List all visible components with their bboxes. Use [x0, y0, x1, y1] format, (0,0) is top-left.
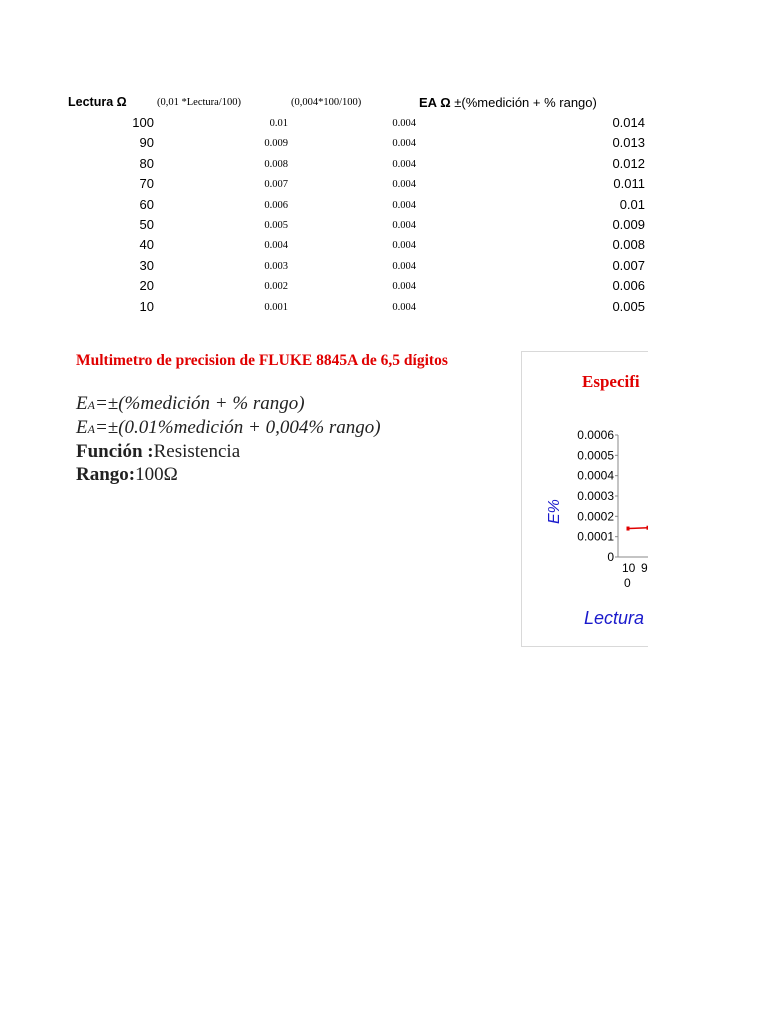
header-ea — [419, 95, 597, 110]
cell-ea: 0.008 — [612, 237, 645, 253]
cell-ea: 0.01 — [619, 196, 645, 212]
header-ea-bold: EA Ω — [419, 95, 451, 110]
formula-specific-rest: =±(0.01%medición + 0,004% rango) — [94, 417, 381, 438]
funcion-value: Resistencia — [153, 441, 241, 462]
chart-svg — [522, 352, 648, 646]
series-point — [627, 527, 630, 531]
funcion-row — [76, 441, 240, 463]
formula-specific — [76, 417, 381, 439]
cell-col-a: 0.008 — [264, 158, 288, 170]
header-ea-rest: ±(%medición + % rango) — [450, 95, 597, 110]
formula-specific-sub: A — [87, 422, 95, 436]
y-axis-ticks — [577, 428, 618, 564]
formula-general-rest: =±(%medición + % rango) — [94, 393, 305, 414]
cell-lectura: 90 — [139, 135, 154, 151]
header-col-a: (0,01 *Lectura/100) — [157, 97, 241, 108]
y-tick-label: 0.0002 — [577, 509, 614, 524]
cell-ea: 0.005 — [612, 298, 645, 314]
rango-row — [76, 464, 178, 486]
cell-lectura: 30 — [139, 257, 154, 273]
cell-col-b: 0.004 — [392, 260, 416, 272]
cell-col-a: 0.001 — [264, 301, 288, 313]
cell-col-a: 0.006 — [264, 199, 288, 211]
series-point — [647, 526, 649, 530]
cell-ea: 0.013 — [612, 135, 645, 151]
cell-ea: 0.009 — [612, 217, 645, 232]
cell-ea: 0.012 — [612, 155, 645, 171]
cell-col-b: 0.004 — [392, 240, 416, 252]
cell-ea: 0.006 — [612, 278, 645, 294]
instrument-title: Multimetro de precision de FLUKE 8845A de 6,5 dígitos — [76, 352, 448, 369]
y-tick-label: 0.0005 — [577, 448, 614, 463]
cell-lectura: 10 — [139, 298, 154, 314]
cell-lectura: 70 — [139, 176, 154, 192]
cell-col-b: 0.004 — [392, 220, 416, 231]
cell-col-a: 0.007 — [264, 179, 288, 191]
y-tick-label: 0.0006 — [577, 428, 614, 442]
chart-ylabel: E% — [546, 499, 563, 524]
cell-col-b: 0.004 — [392, 179, 416, 191]
cell-col-b: 0.004 — [392, 158, 416, 170]
cell-lectura: 60 — [139, 196, 154, 212]
y-tick-label: 0.0003 — [577, 489, 614, 503]
cell-col-a: 0.005 — [264, 220, 288, 231]
chart-xlabel: Lectura — [584, 608, 645, 628]
series-line — [628, 528, 648, 529]
cell-col-a: 0.002 — [264, 281, 288, 293]
cell-col-a: 0.003 — [264, 260, 288, 272]
y-tick-label: 0 — [607, 550, 614, 564]
x-tick-100-line1: 10 — [622, 561, 636, 575]
cell-col-a: 0.009 — [264, 138, 288, 150]
rango-label: Rango: — [76, 464, 136, 485]
cell-col-b: 0.004 — [392, 301, 416, 313]
cell-lectura: 40 — [139, 237, 154, 253]
cell-col-a: 0.01 — [269, 118, 288, 129]
cell-lectura: 100 — [132, 115, 154, 130]
cell-col-b: 0.004 — [392, 281, 416, 293]
header-lectura: Lectura Ω — [68, 95, 127, 109]
cell-col-b: 0.004 — [392, 199, 416, 211]
cell-ea: 0.011 — [613, 176, 645, 192]
x-tick-100-line2: 0 — [624, 576, 631, 590]
cell-ea: 0.007 — [612, 257, 645, 273]
x-tick-90: 9 — [641, 561, 648, 575]
funcion-label: Función : — [76, 441, 154, 462]
cell-ea: 0.014 — [612, 115, 645, 130]
chart-container[interactable] — [521, 351, 648, 647]
formula-general-sub: A — [87, 398, 95, 412]
rango-value: 100Ω — [135, 464, 178, 485]
y-tick-label: 0.0004 — [577, 468, 614, 483]
cell-lectura: 20 — [139, 278, 154, 294]
header-col-b: (0,004*100/100) — [291, 97, 362, 108]
y-tick-label: 0.0001 — [577, 529, 614, 544]
cell-lectura: 80 — [139, 155, 154, 171]
formula-general-e: E — [76, 393, 88, 414]
cell-lectura: 50 — [139, 217, 154, 232]
cell-col-b: 0.004 — [392, 118, 416, 129]
chart-title: Especifi — [582, 372, 640, 391]
formula-general — [76, 393, 305, 415]
cell-col-b: 0.004 — [392, 138, 416, 150]
formula-specific-e: E — [76, 417, 88, 438]
cell-col-a: 0.004 — [264, 240, 288, 252]
